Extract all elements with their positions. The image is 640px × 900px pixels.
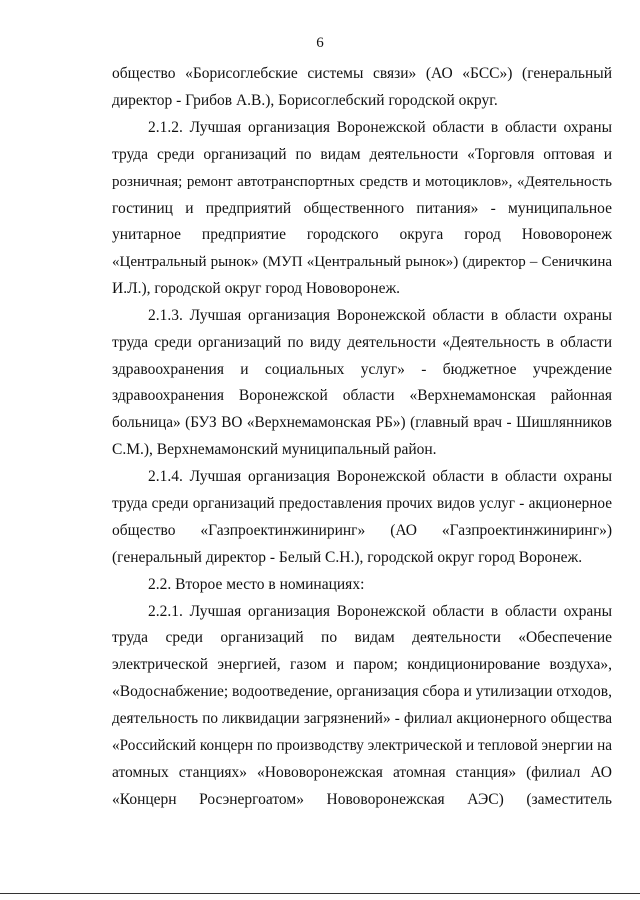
text-line: «Российский концерн по производству электрической и тепловой энергии на	[112, 737, 612, 754]
section-2-1-4-line: 2.1.4. Лучшая организация Воронежской области в области охраны	[148, 468, 612, 485]
page-number: 6	[316, 35, 324, 51]
section-2-2-1-line: 2.2.1. Лучшая организация Воронежской области в области охраны	[148, 603, 612, 620]
text-line: «Водоснабжение; водоотведение, организация сбора и утилизации отходов,	[112, 683, 612, 700]
text-line: общество «Газпроектинжиниринг» (АО «Газпроектинжиниринг»)	[112, 522, 612, 539]
section-2-1-3-line: 2.1.3. Лучшая организация Воронежской области в области охраны	[148, 307, 612, 324]
text-line: унитарное предприятие городского округа город Нововоронеж	[112, 226, 612, 243]
text-line: С.М.), Верхнемамонский муниципальный район.	[112, 441, 437, 458]
text-line: труда среди организаций предоставления прочих видов услуг - акционерное	[112, 495, 612, 512]
text-line: розничная; ремонт автотранспортных средств и мотоциклов», «Деятельность	[112, 174, 612, 190]
text-line: общество «Борисоглебские системы связи» (АО «БСС») (генеральный	[112, 65, 612, 82]
text-line: «Концерн Росэнергоатом» Нововоронежская АЭС) (заместитель	[112, 791, 612, 808]
footer-rule	[0, 893, 640, 894]
text-line: директор - Грибов А.В.), Борисоглебский городской округ.	[112, 92, 498, 109]
section-2-1-2-line: 2.1.2. Лучшая организация Воронежской области в области охраны	[148, 119, 612, 136]
text-line: электрической энергией, газом и паром; кондиционирование воздуха»,	[112, 656, 612, 673]
text-line: больница» (БУЗ ВО «Верхнемамонская РБ») (главный врач - Шишлянников	[112, 414, 612, 431]
section-2-2-heading: 2.2. Второе место в номинациях:	[148, 576, 365, 593]
text-line: труда среди организаций по видам деятельности «Торговля оптовая и	[112, 146, 612, 163]
text-line: (генеральный директор - Белый С.Н.), городской округ город Воронеж.	[112, 549, 583, 566]
text-line: гостиниц и предприятий общественного питания» - муниципальное	[112, 200, 612, 217]
text-line: труда среди организаций по виду деятельности «Деятельность в области	[112, 334, 612, 351]
text-line: «Центральный рынок» (МУП «Центральный рынок») (директор – Сеничкина	[112, 254, 612, 270]
text-line: И.Л.), городской округ город Нововоронеж.	[112, 280, 401, 297]
text-line: атомных станциях» «Нововоронежская атомная станция» (филиал АО	[112, 764, 612, 781]
text-line: деятельность по ликвидации загрязнений» - филиал акционерного общества	[112, 710, 612, 727]
text-line: труда среди организаций по видам деятельности «Обеспечение	[112, 629, 612, 646]
text-line: здравоохранения Воронежской области «Верхнемамонская районная	[112, 387, 612, 404]
text-line: здравоохранения и социальных услуг» - бюджетное учреждение	[112, 361, 612, 378]
